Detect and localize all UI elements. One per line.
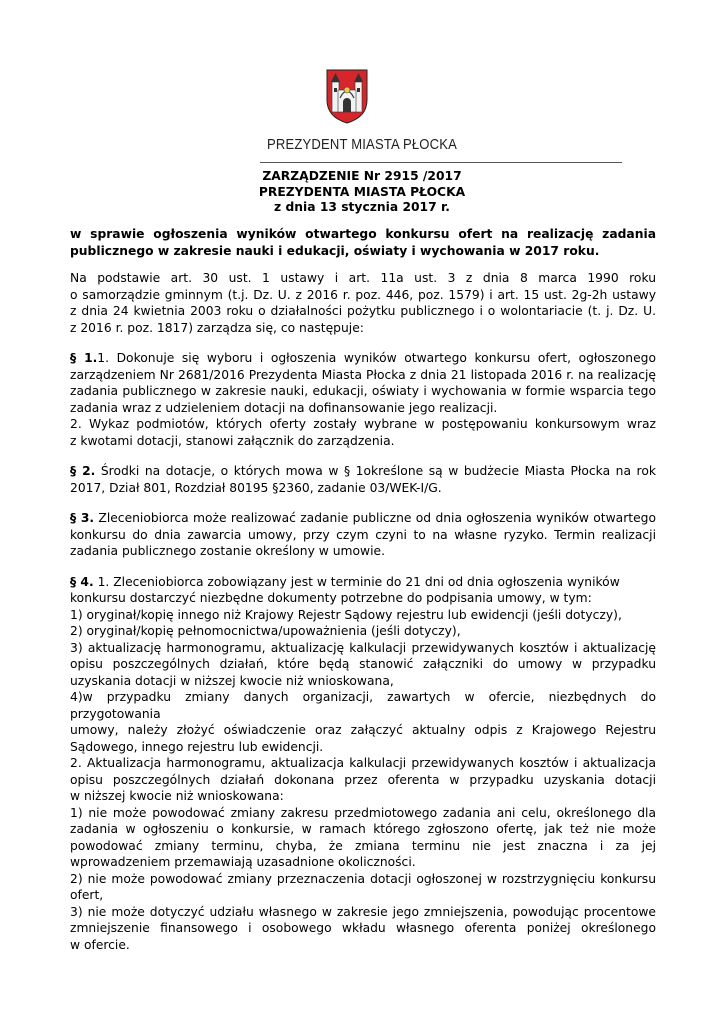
section-line: 2. Aktualizacja harmonogramu, aktualizacja kalkulacji przewidywanych kosztów i aktualizacja	[70, 756, 656, 770]
section-line: 4)w przypadku zmiany danych organizacji, zawartych w ofercie, niezbędnych do przygotowania	[70, 690, 656, 721]
section-line: zadania w ogłoszeniu o konkursie, w ramach którego zgłoszono ofertę, jak też nie może	[70, 822, 656, 836]
section-1-mark: § 1.	[70, 351, 98, 365]
section-line: zadania publicznego zostanie określony w umowie.	[70, 544, 385, 558]
section-2	[70, 463, 656, 496]
section-line: 2017, Dział 801, Rozdział 80195 §2360, zadanie 03/WEK-I/G.	[70, 480, 442, 495]
section-line: uzyskania dotacji w niższej kwocie niż wnioskowana,	[70, 673, 394, 688]
preamble	[70, 270, 656, 336]
section-line: Sądowego, innego rejestru lub ewidencji.	[70, 739, 324, 754]
section-line: Zleceniobiorca może realizować zadanie publiczne od dnia ogłoszenia wyników otwartego	[94, 511, 656, 525]
section-line: Środki na dotacje, o których mowa w § 1określone są w budżecie Miasta Płocka na rok	[95, 464, 656, 478]
section-line: 1) oryginał/kopię innego niż Krajowy Rejestr Sądowy rejestru lub ewidencji (jeśli dotyczy),	[70, 607, 622, 622]
section-line: z kwotami dotacji, stanowi załącznik do zarządzenia.	[70, 433, 395, 448]
section-line: w niższej kwocie niż wnioskowana:	[70, 789, 284, 803]
section-4	[70, 574, 656, 954]
preamble-line: z 2016 r. poz. 1817) zarządza się, co następuje:	[70, 320, 364, 335]
section-line: opisu poszczególnych działań, które będą stanowić załączniki do umowy w przypadku	[70, 657, 656, 671]
title-line-1: ZARZĄDZENIE Nr 2915 /2017	[262, 169, 462, 183]
subject-line-1: w sprawie ogłoszenia wyników otwartego konkursu ofert na realizację zadania	[70, 227, 656, 241]
section-line: 1. Zleceniobiorca zobowiązany jest w terminie do 21 dni od dnia ogłoszenia wyników	[93, 574, 620, 589]
section-line: zadania wraz z udzieleniem dotacji na dofinansowanie jego realizacji.	[70, 400, 498, 415]
section-line: 1) nie może powodować zmiany zakresu przedmiotowego zadania ani celu, określonego dla	[70, 805, 656, 820]
title-line-2: PREZYDENTA MIASTA PŁOCKA	[258, 184, 466, 199]
document-body	[70, 270, 656, 953]
section-line: 2) nie może powodować zmiany przeznaczenia dotacji ogłoszonej w rozstrzygnięciu konkursu	[70, 871, 656, 886]
section-line: zmniejszenie finansowego i osobowego wkładu własnego oferenta poniżej określonego	[70, 921, 656, 935]
section-line: 3) nie może dotyczyć udziału własnego w zakresie jego zmniejszenia, powodując procentowe	[70, 904, 656, 919]
preamble-line: o samorządzie gminnym (t.j. Dz. U. z 2016 r. poz. 446, poz. 1579) i art. 15 ust. 2g-2h ustawy	[70, 287, 656, 302]
section-line: zadania publicznego w zakresie nauki, edukacji, oświaty i wychowania w formie wsparcia tego	[70, 384, 656, 398]
section-line: zarządzeniem Nr 2681/2016 Prezydenta Miasta Płocka z dnia 21 listopada 2016 r. na realizację	[70, 367, 656, 382]
section-line: konkursu dostarczyć niezbędne dokumenty potrzebne do podpisania umowy, w tym:	[70, 591, 592, 605]
section-line: powodować zmiany terminu, chyba, że zmiana terminu nie jest znaczna i za jej	[70, 838, 656, 853]
section-line: konkursu do dnia zawarcia umowy, przy czym czyni to na własne ryzyko. Termin realizacji	[70, 527, 656, 542]
preamble-line: Na podstawie art. 30 ust. 1 ustawy i art. 11a ust. 3 z dnia 8 marca 1990 roku	[70, 271, 656, 285]
section-1	[70, 350, 656, 449]
section-line: 2. Wykaz podmiotów, których oferty zostały wybrane w postępowaniu konkursowym wraz	[70, 417, 656, 431]
header-divider	[260, 162, 622, 163]
section-line: 1. Dokonuje się wyboru i ogłoszenia wyników otwartego konkursu ofert, ogłoszonego	[97, 351, 656, 365]
section-line: w ofercie.	[70, 937, 130, 952]
city-crest-icon	[325, 68, 369, 124]
section-3	[70, 510, 656, 560]
section-line: ofert,	[70, 888, 104, 902]
section-line: opisu poszczególnych działań dokonana przez oferenta w przypadku uzyskania dotacji	[70, 772, 656, 787]
document-subject	[70, 226, 656, 260]
preamble-line: z dnia 24 kwietnia 2003 roku o działalności pożytku publicznego i o wolontariacie (t. j. Dz. U.	[70, 304, 656, 318]
section-4-mark: § 4.	[70, 574, 94, 589]
document-title	[0, 169, 724, 216]
section-2-mark: § 2.	[70, 464, 96, 478]
section-line: 2) oryginał/kopię pełnomocnictwa/upoważnienia (jeśli dotyczy),	[70, 624, 461, 638]
subject-line-2: publicznego w zakresie nauki i edukacji, oświaty i wychowania w 2017 roku.	[70, 244, 600, 258]
section-line: umowy, należy złożyć oświadczenie oraz załączyć aktualny odpis z Krajowego Rejestru	[70, 723, 656, 737]
section-line: 3) aktualizację harmonogramu, aktualizację kalkulacji przewidywanych kosztów i aktualizację	[70, 640, 656, 655]
section-line: wprowadzeniem przemawiają uzasadnione okoliczności.	[70, 855, 416, 869]
header-organization: PREZYDENT MIASTA PŁOCKA	[266, 137, 458, 153]
section-3-mark: § 3.	[70, 511, 95, 525]
title-line-3: z dnia 13 stycznia 2017 r.	[274, 200, 450, 214]
